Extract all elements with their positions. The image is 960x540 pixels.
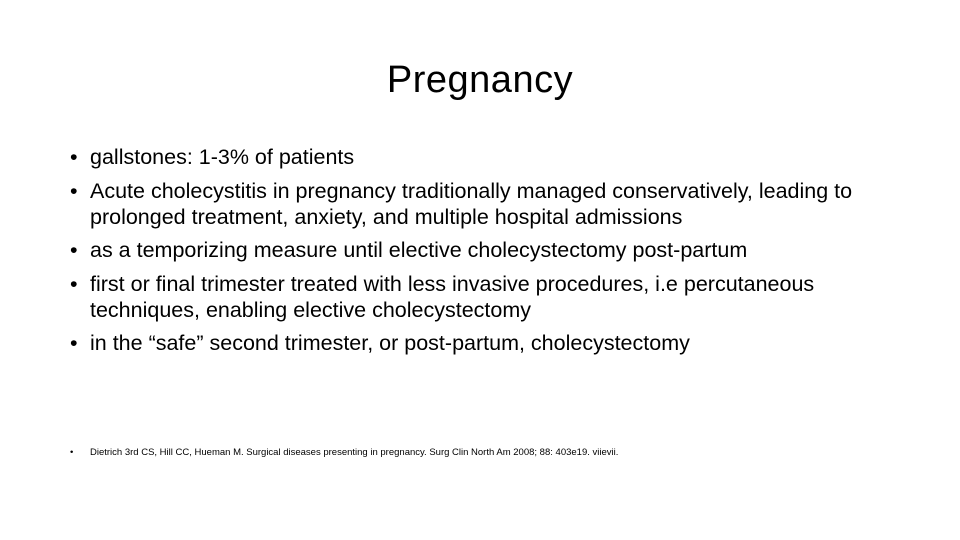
bullet-text: in the “safe” second trimester, or post-partum, cholecystectomy [90, 331, 690, 355]
bullet-marker: • [70, 271, 78, 296]
bullet-text: gallstones: 1-3% of patients [90, 145, 355, 169]
bullet-text: first or final trimester treated with less invasive procedures, i.e percutaneous techniques, enabling elective cholecystectomy [90, 271, 815, 322]
slide-title: Pregnancy [386, 59, 574, 101]
bullet-marker: • [70, 178, 78, 203]
reference-citation [70, 446, 920, 460]
bullet-marker: • [70, 145, 78, 169]
bullet-item [70, 271, 920, 323]
bullet-item [70, 237, 920, 263]
bullet-text: as a temporizing measure until elective cholecystectomy post-partum [90, 238, 748, 262]
bullet-item [70, 330, 920, 356]
bullet-list [70, 144, 920, 364]
bullet-item [70, 178, 920, 230]
reference-bullet-marker: • [70, 447, 74, 458]
bullet-item [70, 144, 920, 170]
bullet-marker: • [70, 331, 78, 355]
bullet-marker: • [70, 238, 78, 262]
bullet-text: Acute cholecystitis in pregnancy traditionally managed conservatively, leading to prolonged treatment, anxiety, and multiple hospital admissions [90, 178, 853, 229]
reference-text: Dietrich 3rd CS, Hill CC, Hueman M. Surgical diseases presenting in pregnancy. Surg Clin North Am 2008; 88: 403e19. viievii. [90, 447, 619, 458]
